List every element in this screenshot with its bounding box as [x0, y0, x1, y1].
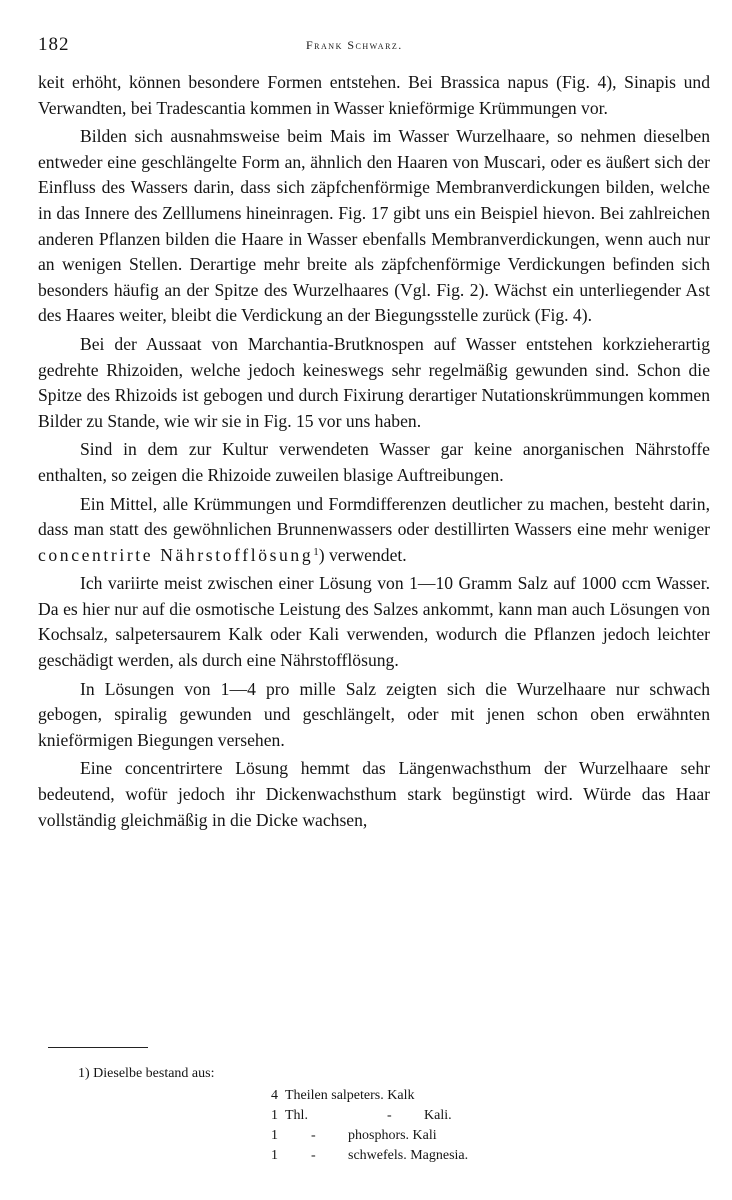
recipe-row — [271, 1106, 591, 1126]
paragraph-5 — [38, 492, 710, 569]
recipe-ditto-dash: - — [311, 1148, 316, 1163]
recipe-ditto-dash: - — [387, 1108, 392, 1123]
recipe-quantity: 1 — [271, 1128, 278, 1143]
paragraph-2: Bilden sich ausnahmsweise beim Mais im Wasser Wurzelhaare, so nehmen dieselben entweder eine geschlängelte Form an, ähnlich den Haaren von Muscari, oder es äußert sich der Einfluss des Wassers darin, dass sich zäpfchenförmige Membranverdickungen bilden, welche in das Innere des Zelllumens hineinragen. Fig. 17 gibt uns ein Beispiel hievon. Bei zahlreichen anderen Pflanzen bilden die Haare in Wasser ebenfalls Membranverdickungen, wenn auch nur an wenigen Stellen. Derartige mehr breite als zäpfchenförmige Verdickungen befinden sich besonders häufig an der Spitze des Wurzelhaares (Vgl. Fig. 2). Wächst ein unterliegender Ast des Haares weiter, bleibt die Verdickung an der Biegungsstelle zurück (Fig. 4). — [38, 126, 710, 326]
recipe-quantity: 4 — [271, 1088, 278, 1103]
paragraph-8: Eine concentrirtere Lösung hemmt das Längenwachsthum der Wurzelhaare sehr bedeutend, wofür jedoch ihr Dickenwachsthum stark begünstigt wird. Würde das Haar vollständig gleichmäßig in die Dicke wachsen, — [38, 758, 710, 830]
body-text — [38, 70, 710, 836]
footnote — [78, 1064, 214, 1084]
recipe-substance: phosphors. Kali — [348, 1128, 437, 1143]
footnote-recipe — [271, 1086, 591, 1166]
recipe-substance: schwefels. Magnesia. — [348, 1148, 469, 1163]
paragraph-4: Sind in dem zur Kultur verwendeten Wasser gar keine anorganischen Nährstoffe enthalten, so zeigen die Rhizoide zuweilen blasige Auftreibungen. — [38, 439, 710, 485]
page-header — [38, 34, 710, 58]
paragraph-7: In Lösungen von 1—4 pro mille Salz zeigten sich die Wurzelhaare nur schwach gebogen, spiralig gewunden und geschlängelt, oder mit jenen schon oben erwähnten knieförmigen Biegungen versehen. — [38, 678, 710, 750]
book-page — [38, 0, 710, 1200]
recipe-quantity: 1 — [271, 1108, 278, 1123]
page-number: 182 — [38, 34, 70, 55]
paragraph-5-tail: ) verwendet. — [318, 544, 407, 565]
footnote-mark: 1) — [78, 1066, 90, 1081]
recipe-substance: Kali. — [424, 1108, 452, 1123]
recipe-row — [271, 1086, 591, 1106]
running-head: Frank Schwarz. — [306, 38, 403, 52]
spaced-term: concentrirte Nährstofflösung — [38, 544, 314, 565]
recipe-substance: Theilen salpeters. Kalk — [285, 1088, 415, 1103]
recipe-row — [271, 1126, 591, 1146]
recipe-unit: Thl. — [285, 1108, 308, 1123]
recipe-ditto-dash: - — [311, 1128, 316, 1143]
footnote-reference[interactable]: 1 — [313, 545, 319, 558]
recipe-row — [271, 1146, 591, 1166]
footnote-text: Dieselbe bestand aus: — [93, 1066, 215, 1081]
paragraph-3: Bei der Aussaat von Marchantia-Brutknospen auf Wasser entstehen korkzieherartig gedrehte Rhizoiden, welche jedoch keineswegs sehr regelmäßig gewunden sind. Schon die Spitze des Rhizoids ist gebogen und durch Fixirung derartiger Nutationskrümmungen kommen Bilder zu Stande, wie wir sie in Fig. 15 vor uns haben. — [38, 333, 710, 431]
paragraph-6: Ich variirte meist zwischen einer Lösung von 1—10 Gramm Salz auf 1000 ccm Wasser. Da es hier nur auf die osmotische Leistung des Salzes ankommt, kann man auch Lösungen von Kochsalz, salpetersaurem Kalk oder Kali verwenden, wodurch die Pflanzen jedoch leichter geschädigt werden, als durch eine Nährstofflösung. — [38, 573, 710, 671]
recipe-quantity: 1 — [271, 1148, 278, 1163]
footnote-divider — [48, 1047, 148, 1048]
paragraph-1: keit erhöht, können besondere Formen entstehen. Bei Brassica napus (Fig. 4), Sinapis und Verwandten, bei Tradescantia kommen in Wasser knieförmige Krümmungen vor. — [38, 72, 710, 118]
paragraph-5-text: Ein Mittel, alle Krümmungen und Formdifferenzen deutlicher zu machen, besteht darin, dass man statt des gewöhnlichen Brunnenwassers oder destillirten Wassers eine mehr weniger — [38, 493, 710, 540]
